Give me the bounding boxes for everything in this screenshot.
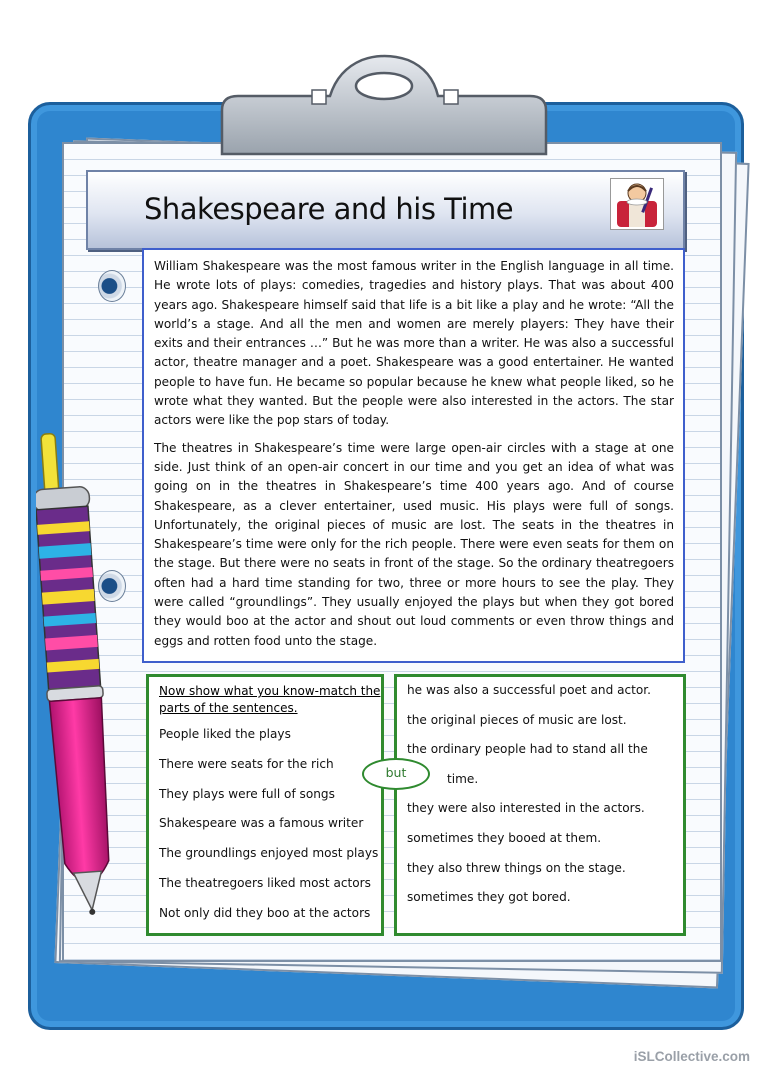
list-item: they also threw things on the stage.	[407, 860, 626, 875]
list-item: sometimes they booed at them.	[407, 830, 602, 845]
sentence-starts-box	[146, 674, 384, 936]
list-item: they were also interested in the actors.	[407, 801, 645, 816]
list-item: Shakespeare was a famous writer	[159, 816, 364, 831]
list-item: the original pieces of music are lost.	[407, 712, 627, 727]
list-item: Not only did they boo at the actors	[159, 905, 371, 920]
list-item: The groundlings enjoyed most plays	[159, 846, 379, 861]
list-item: sometimes they got bored.	[407, 890, 571, 905]
reading-text-panel	[142, 248, 685, 663]
binder-ring-icon	[98, 270, 126, 302]
sentence-starts-list	[159, 724, 381, 933]
exercise-instructions: Now show what you know-match the parts of the sentences.	[159, 684, 381, 715]
connector-bubble: but	[362, 758, 430, 790]
clipboard-clip-icon	[212, 52, 557, 162]
page-title: Shakespeare and his Time	[144, 192, 514, 226]
list-item: the ordinary people had to stand all the	[407, 742, 648, 757]
pen-icon	[36, 432, 131, 927]
paragraph-2: The theatres in Shakespeare’s time were large open-air circles with a stage at one side. Just think of an open-air concert in our time and you get an idea of what was going on in the theatres in Shakespeare’s time 400 years ago. And of course Shakespeare, as a clever entertainer, used music. His plays were full of songs. Unfortunately, the original pieces of music are lost. The seats in the theatres in Shakespeare’s time were only for the rich people. There were even seats for them on the stage. But there were no seats in front of the stage. So the ordinary theatregoers often had a hard time standing for two, three or more hours to see the play. They were called “groundlings”. They usually enjoyed the plays but when they got bored they would boo at the actor and shout out loud comments or even throw things and eggs and rotten food unto the stage.	[154, 440, 674, 648]
list-item: There were seats for the rich	[159, 756, 334, 771]
sentence-endings-box	[394, 674, 686, 936]
list-item: time.	[447, 771, 479, 786]
list-item: he was also a successful poet and actor.	[407, 683, 652, 697]
list-item: People liked the plays	[159, 727, 291, 741]
list-item: The theatregoers liked most actors	[159, 875, 371, 890]
shakespeare-portrait-icon	[610, 178, 664, 230]
list-item: They plays were full of songs	[159, 786, 335, 801]
sentence-endings-list	[407, 681, 683, 918]
paragraph-1: William Shakespeare was the most famous writer in the English language in all time. He wrote lots of plays: comedies, tragedies and history plays. That was about 400 years ago. Shakespeare himself said that life is a bit like a play and he wrote: “All the world’s a stage. And all the men and women are merely players: They have their exits and their entrances …” But he was more than a writer. He was also a successful actor, theatre manager and a poet. Shakespeare was a good entertainer. He wanted people to have fun. He became so popular because he knew what people liked, so he wrote what they wanted. But the people were also interested in the actors. The star actors were like the pop stars of today.	[154, 259, 674, 428]
title-banner	[86, 170, 685, 250]
watermark: iSLCollective.com	[633, 1049, 750, 1064]
